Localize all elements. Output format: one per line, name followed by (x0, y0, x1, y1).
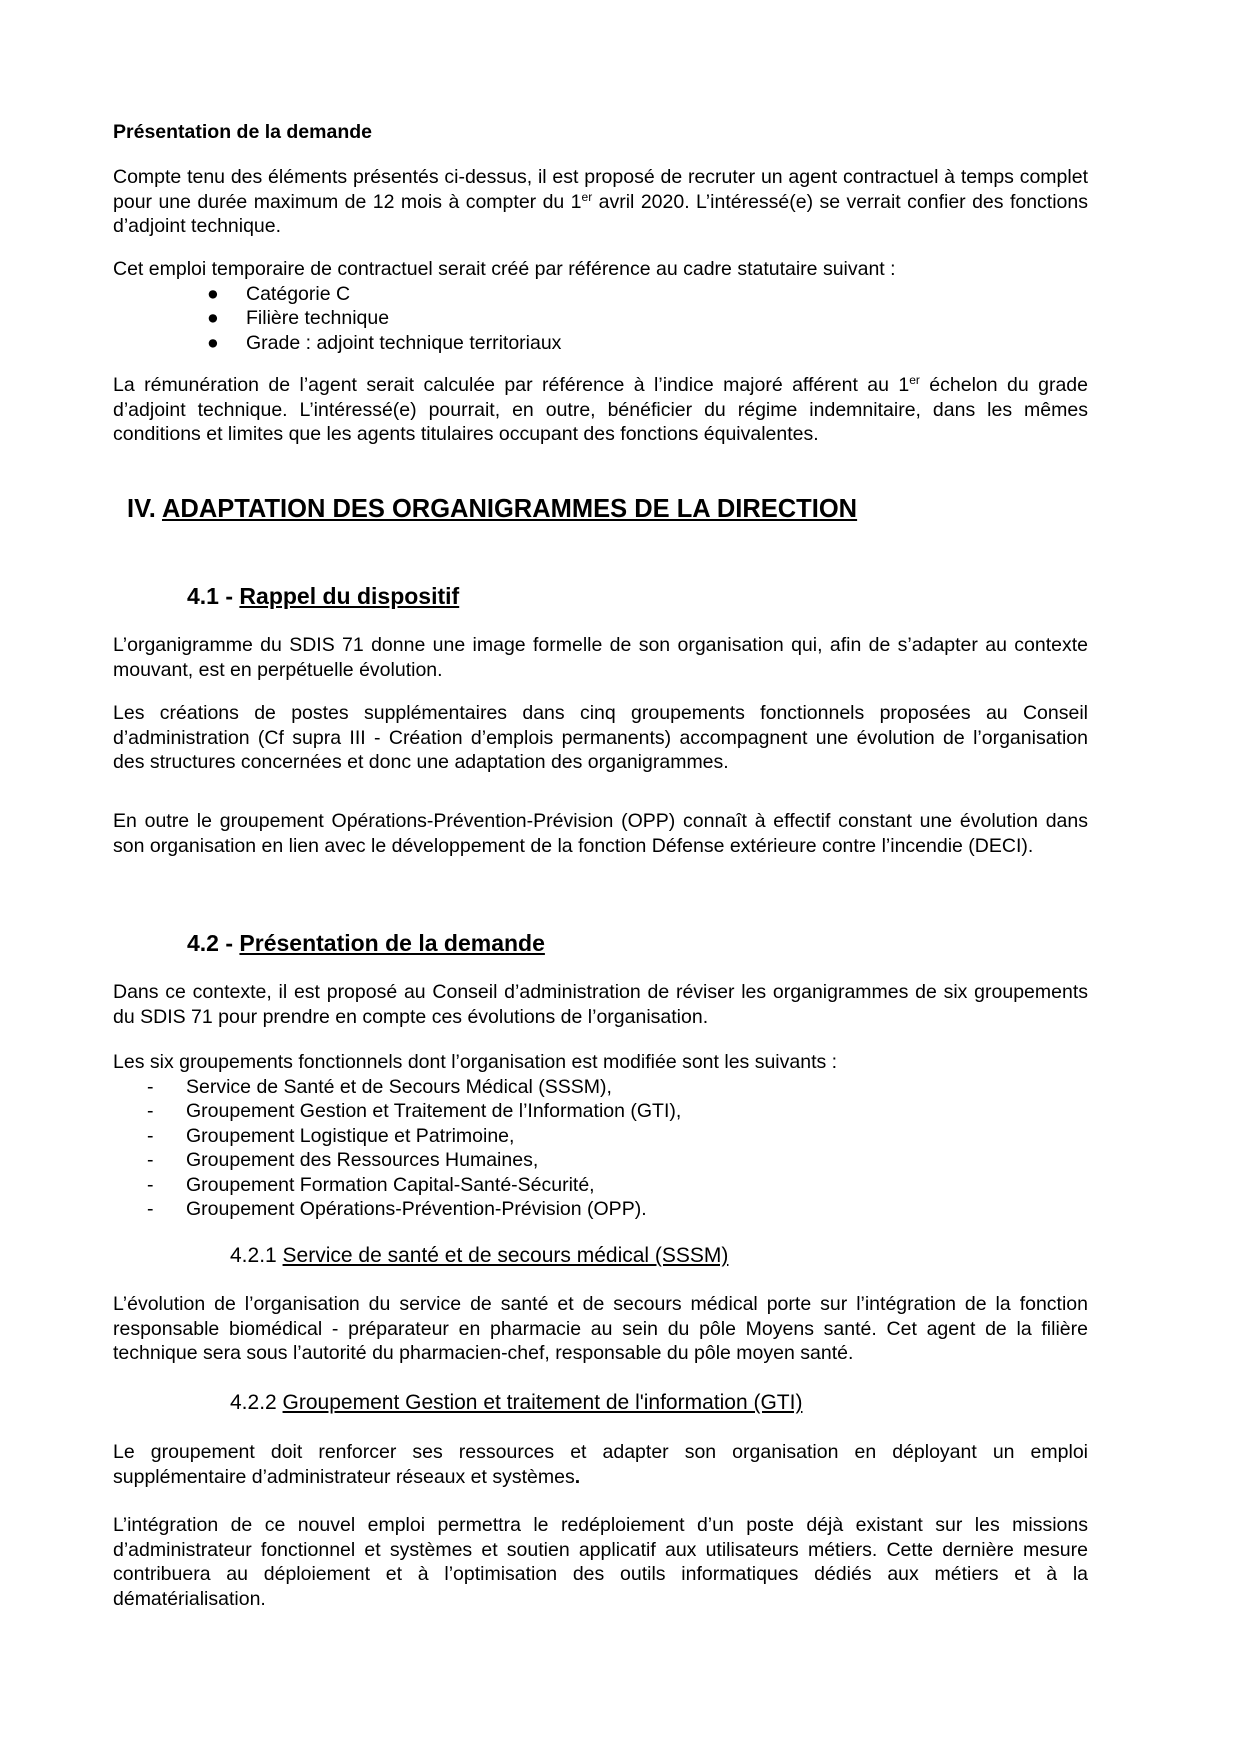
paragraph-text: Les six groupements fonctionnels dont l’organisation est modifiée sont les suivants : (113, 1051, 838, 1073)
dash-marker: - (147, 1149, 154, 1171)
section-4-2-1-title: Service de santé et de secours médical (SSSM) (282, 1244, 729, 1267)
section-4-2-1-paragraph-1 (113, 1292, 1088, 1366)
section-4-1-heading (187, 582, 459, 610)
paragraph-text: Les créations de postes supplémentaires dans cinq groupements fonctionnels proposées au Conseil d’administration (Cf supra III - Création d’emplois permanents) accompagnent une évolution de l’organisation des structures concernées et donc une adaptation des organigrammes. (113, 702, 1088, 773)
statutory-list (113, 282, 1088, 356)
request-paragraph-2 (113, 257, 1088, 355)
list-item-text: Catégorie C (246, 282, 351, 305)
groupements-list (113, 1075, 1088, 1222)
list-item (113, 331, 1088, 356)
list-item (113, 282, 1088, 307)
section-iv-heading (127, 494, 857, 524)
list-item (113, 1173, 1088, 1198)
request-para3-text: La rémunération de l’agent serait calculée par référence à l’indice majoré afférent au 1 (113, 374, 910, 396)
request-para3-superscript: er (909, 373, 920, 387)
section-4-2-2-paragraph-1 (113, 1440, 1088, 1489)
paragraph-text: Dans ce contexte, il est proposé au Conseil d’administration de réviser les organigrammes de six groupements du SDIS 71 pour prendre en compte ces évolutions de l’organisation. (113, 981, 1088, 1028)
list-item-text: Groupement des Ressources Humaines, (186, 1149, 539, 1171)
list-item (113, 306, 1088, 331)
request-para2-text: Cet emploi temporaire de contractuel serait créé par référence au cadre statutaire suivant : (113, 258, 896, 280)
section-4-2-2-paragraph-2 (113, 1513, 1088, 1611)
list-item (113, 1197, 1088, 1222)
list-item-text: Service de Santé et de Secours Médical (SSSM), (186, 1075, 612, 1098)
section-4-1-number: 4.1 - (187, 583, 240, 609)
dash-marker: - (147, 1198, 154, 1220)
section-4-1-title: Rappel du dispositif (239, 583, 460, 609)
dash-marker: - (147, 1173, 154, 1196)
list-item-text: Groupement Gestion et Traitement de l’Information (GTI), (186, 1100, 682, 1122)
section-4-2-number: 4.2 - (187, 930, 240, 956)
request-section-title (113, 120, 1088, 145)
bullet-marker: ● (207, 282, 219, 305)
paragraph-text: L’évolution de l’organisation du service de santé et de secours médical porte sur l’intégration de la fonction responsable biomédical - préparateur en pharmacie au sein du pôle Moyens santé. Cet agent de la filière technique sera sous l’autorité du pharmacien-chef, responsable du pôle moyen santé. (113, 1293, 1088, 1364)
list-item-text: Groupement Opérations-Prévention-Prévision (OPP). (186, 1198, 647, 1220)
list-item (113, 1124, 1088, 1149)
bullet-marker: ● (207, 307, 219, 329)
section-4-2-heading (187, 929, 545, 957)
section-iv-title: ADAPTATION DES ORGANIGRAMMES DE LA DIRECTION (161, 495, 858, 523)
dash-marker: - (147, 1075, 154, 1098)
section-4-2-2-title: Groupement Gestion et traitement de l'information (GTI) (282, 1391, 803, 1414)
section-iv-number: IV. (127, 495, 162, 523)
paragraph-text: L’organigramme du SDIS 71 donne une image formelle de son organisation qui, afin de s’adapter au contexte mouvant, est en perpétuelle évolution. (113, 634, 1088, 681)
request-paragraph-3 (113, 373, 1088, 447)
dash-marker: - (147, 1124, 154, 1147)
request-para3-text-end: échelon du grade d’adjoint technique. L’intéressé(e) pourrait, en outre, bénéficier du régime indemnitaire, dans les mêmes conditions et limites que les agents titulaires occupant des fonctions équivalentes. (113, 374, 1088, 445)
section-4-2-title: Présentation de la demande (239, 930, 545, 956)
paragraph-text: L’intégration de ce nouvel emploi permettra le redéploiement d’un poste déjà existant sur les missions d’administrateur fonctionnel et systèmes et soutien applicatif aux utilisateurs métiers. Cette dernière mesure contribuera au déploiement et à l’optimisation des outils informatiques dédiés aux métiers et à la dématérialisation. (113, 1514, 1088, 1610)
list-item (113, 1075, 1088, 1100)
section-4-2-1-number: 4.2.1 (230, 1244, 283, 1267)
list-item-text: Groupement Logistique et Patrimoine, (186, 1124, 515, 1147)
list-item (113, 1099, 1088, 1124)
dash-marker: - (147, 1100, 154, 1122)
section-4-2-paragraph-1 (113, 980, 1088, 1029)
section-4-2-1-heading (230, 1243, 728, 1269)
bullet-marker: ● (207, 331, 219, 354)
request-para1-text: Compte tenu des éléments présentés ci-dessus, il est proposé de recruter un agent contractuel à temps complet pour une durée maximum de 12 mois à compter du 1 (113, 166, 1088, 213)
section-4-2-2-number: 4.2.2 (230, 1391, 283, 1414)
paragraph-text: En outre le groupement Opérations-Prévention-Prévision (OPP) connaît à effectif constant une évolution dans son organisation en lien avec le développement de la fonction Défense extérieure contre l’incendie (DECI). (113, 810, 1088, 857)
section-4-1-paragraph-3 (113, 809, 1088, 858)
request-para1-superscript: er (581, 189, 593, 204)
list-item-text: Filière technique (246, 307, 390, 329)
request-title: Présentation de la demande (113, 121, 372, 143)
paragraph-text: Le groupement doit renforcer ses ressources et adapter son organisation en déployant un emploi supplémentaire d’administrateur réseaux et systèmes (113, 1441, 1088, 1488)
section-4-1-paragraph-1 (113, 633, 1088, 682)
list-item-text: Groupement Formation Capital-Santé-Sécurité, (186, 1173, 595, 1196)
paragraph-bold-period: . (574, 1465, 581, 1488)
request-para1-text-end: avril 2020. L’intéressé(e) se verrait confier des fonctions d’adjoint technique. (113, 190, 1088, 237)
section-4-2-2-heading (230, 1390, 802, 1416)
list-item-text: Grade : adjoint technique territoriaux (246, 331, 562, 354)
section-4-2-paragraph-2 (113, 1050, 1088, 1222)
section-4-1-paragraph-2 (113, 701, 1088, 775)
request-paragraph-1 (113, 165, 1088, 239)
list-item (113, 1148, 1088, 1173)
